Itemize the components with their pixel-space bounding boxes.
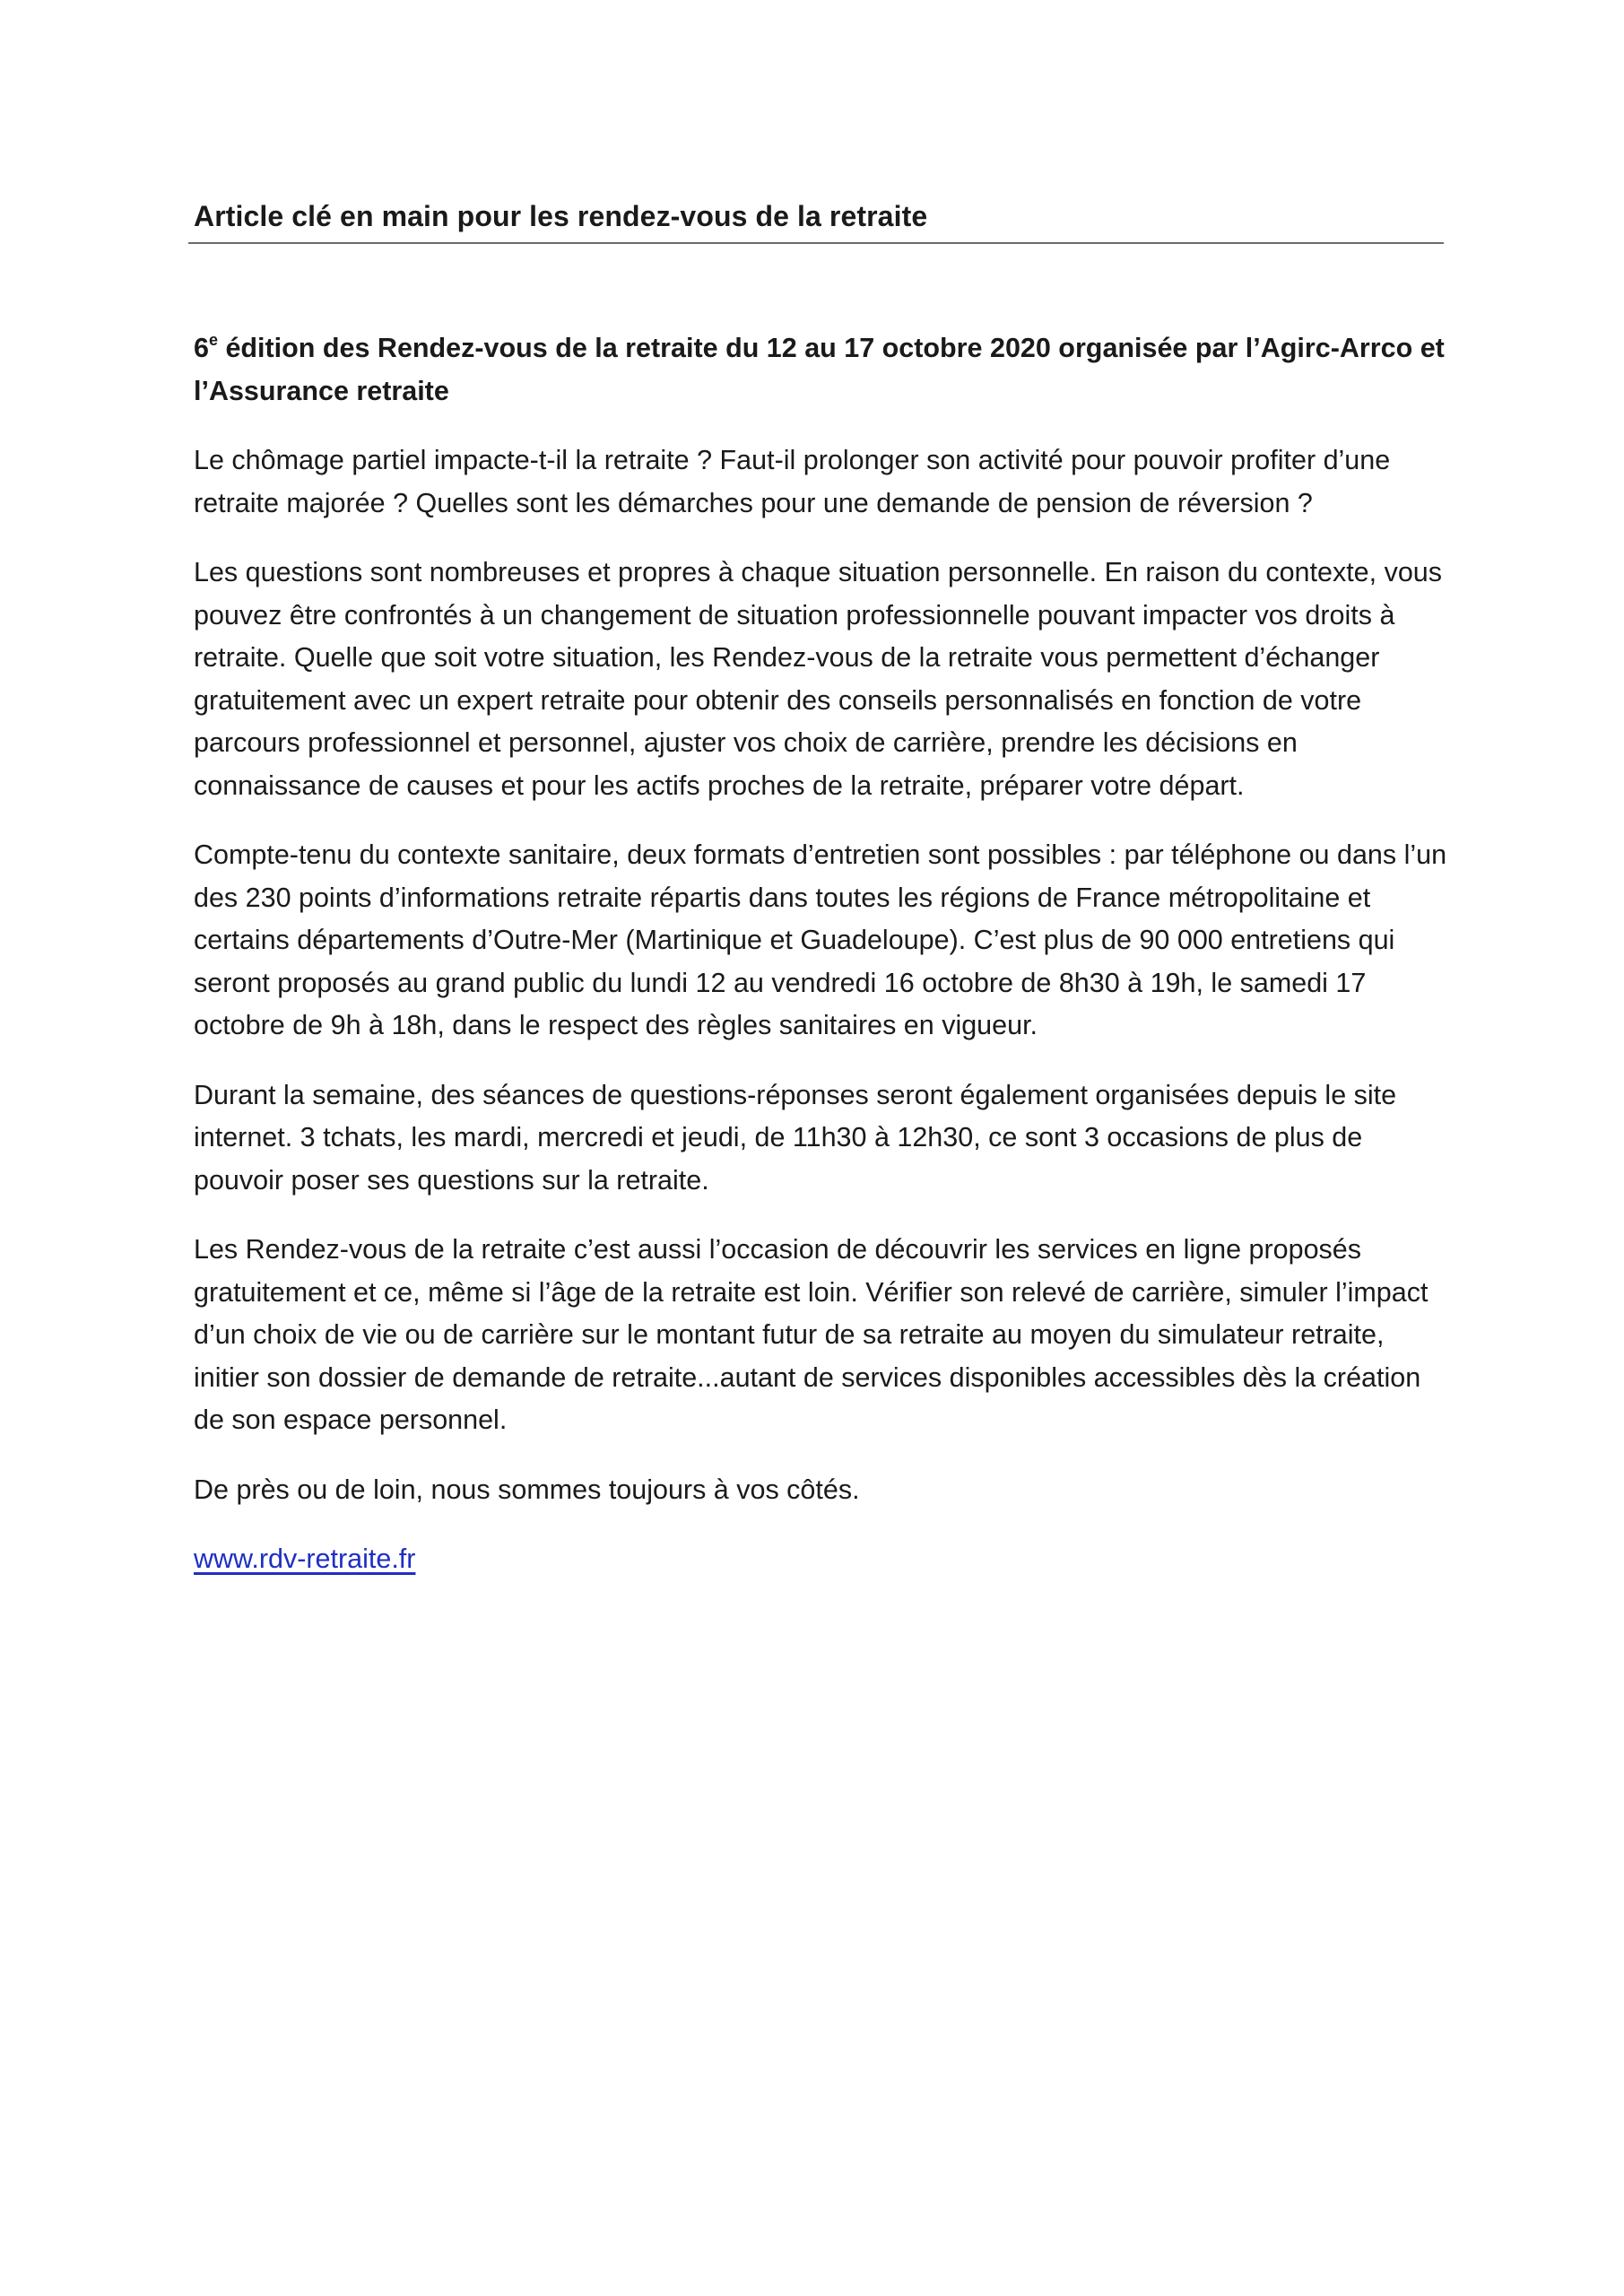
edition-suffix: e bbox=[208, 331, 218, 349]
paragraph-closing: De près ou de loin, nous sommes toujours à vos côtés. bbox=[194, 1474, 860, 1505]
paragraph-chat-sessions: Durant la semaine, des séances de questions-réponses seront également organisées depuis le site internet. 3 tchats, les mardi, mercredi et jeudi, de 11h30 à 12h30, ce sont 3 occasions de plus de pouvoir poser ses questions sur la retraite. bbox=[194, 1079, 1397, 1196]
document-header bbox=[194, 196, 1449, 237]
subtitle-text: édition des Rendez-vous de la retraite du 12 au 17 octobre 2020 organisée par l’Agirc-Arrco et l’Assurance retraite bbox=[194, 333, 1445, 406]
header-divider bbox=[188, 242, 1444, 244]
edition-number: 6 bbox=[194, 333, 209, 363]
website-link[interactable]: www.rdv-retraite.fr bbox=[194, 1544, 416, 1574]
website-link-line bbox=[194, 1538, 1449, 1581]
article-body bbox=[194, 327, 1449, 1608]
page-title: Article clé en main pour les rendez-vous de la retraite bbox=[194, 200, 928, 232]
article-subtitle bbox=[194, 327, 1449, 413]
paragraph-personal-situation: Les questions sont nombreuses et propres à chaque situation personnelle. En raison du contexte, vous pouvez être confrontés à un changement de situation professionnelle pouvant impacter vos droits à retraite. Quelle que soit votre situation, les Rendez-vous de la retraite vous permettent d’échanger gratuitement avec un expert retraite pour obtenir des conseils personnalisés en fonction de votre parcours professionnel et personnel, ajuster vos choix de carrière, prendre les décisions en connaissance de causes et pour les actifs proches de la retraite, préparer votre départ. bbox=[194, 557, 1443, 801]
paragraph-interview-formats: Compte-tenu du contexte sanitaire, deux formats d’entretien sont possibles : par téléphone ou dans l’un des 230 points d’informations retraite répartis dans toutes les régions de France métropolitaine et certains départements d’Outre-Mer (Martinique et Guadeloupe). C’est plus de 90 000 entretiens qui seront proposés au grand public du lundi 12 au vendredi 16 octobre de 8h30 à 19h, le samedi 17 octobre de 9h à 18h, dans le respect des règles sanitaires en vigueur. bbox=[194, 839, 1447, 1040]
paragraph-intro-questions: Le chômage partiel impacte-t-il la retraite ? Faut-il prolonger son activité pour pouvoir profiter d’une retraite majorée ? Quelles sont les démarches pour une demande de pension de réversion ? bbox=[194, 445, 1391, 518]
paragraph-online-services: Les Rendez-vous de la retraite c’est aussi l’occasion de découvrir les services en ligne proposés gratuitement et ce, même si l’âge de la retraite est loin. Vérifier son relevé de carrière, simuler l’impact d’un choix de vie ou de carrière sur le montant futur de sa retraite au moyen du simulateur retraite, initier son dossier de demande de retraite...autant de services disponibles accessibles dès la création de son espace personnel. bbox=[194, 1234, 1429, 1435]
